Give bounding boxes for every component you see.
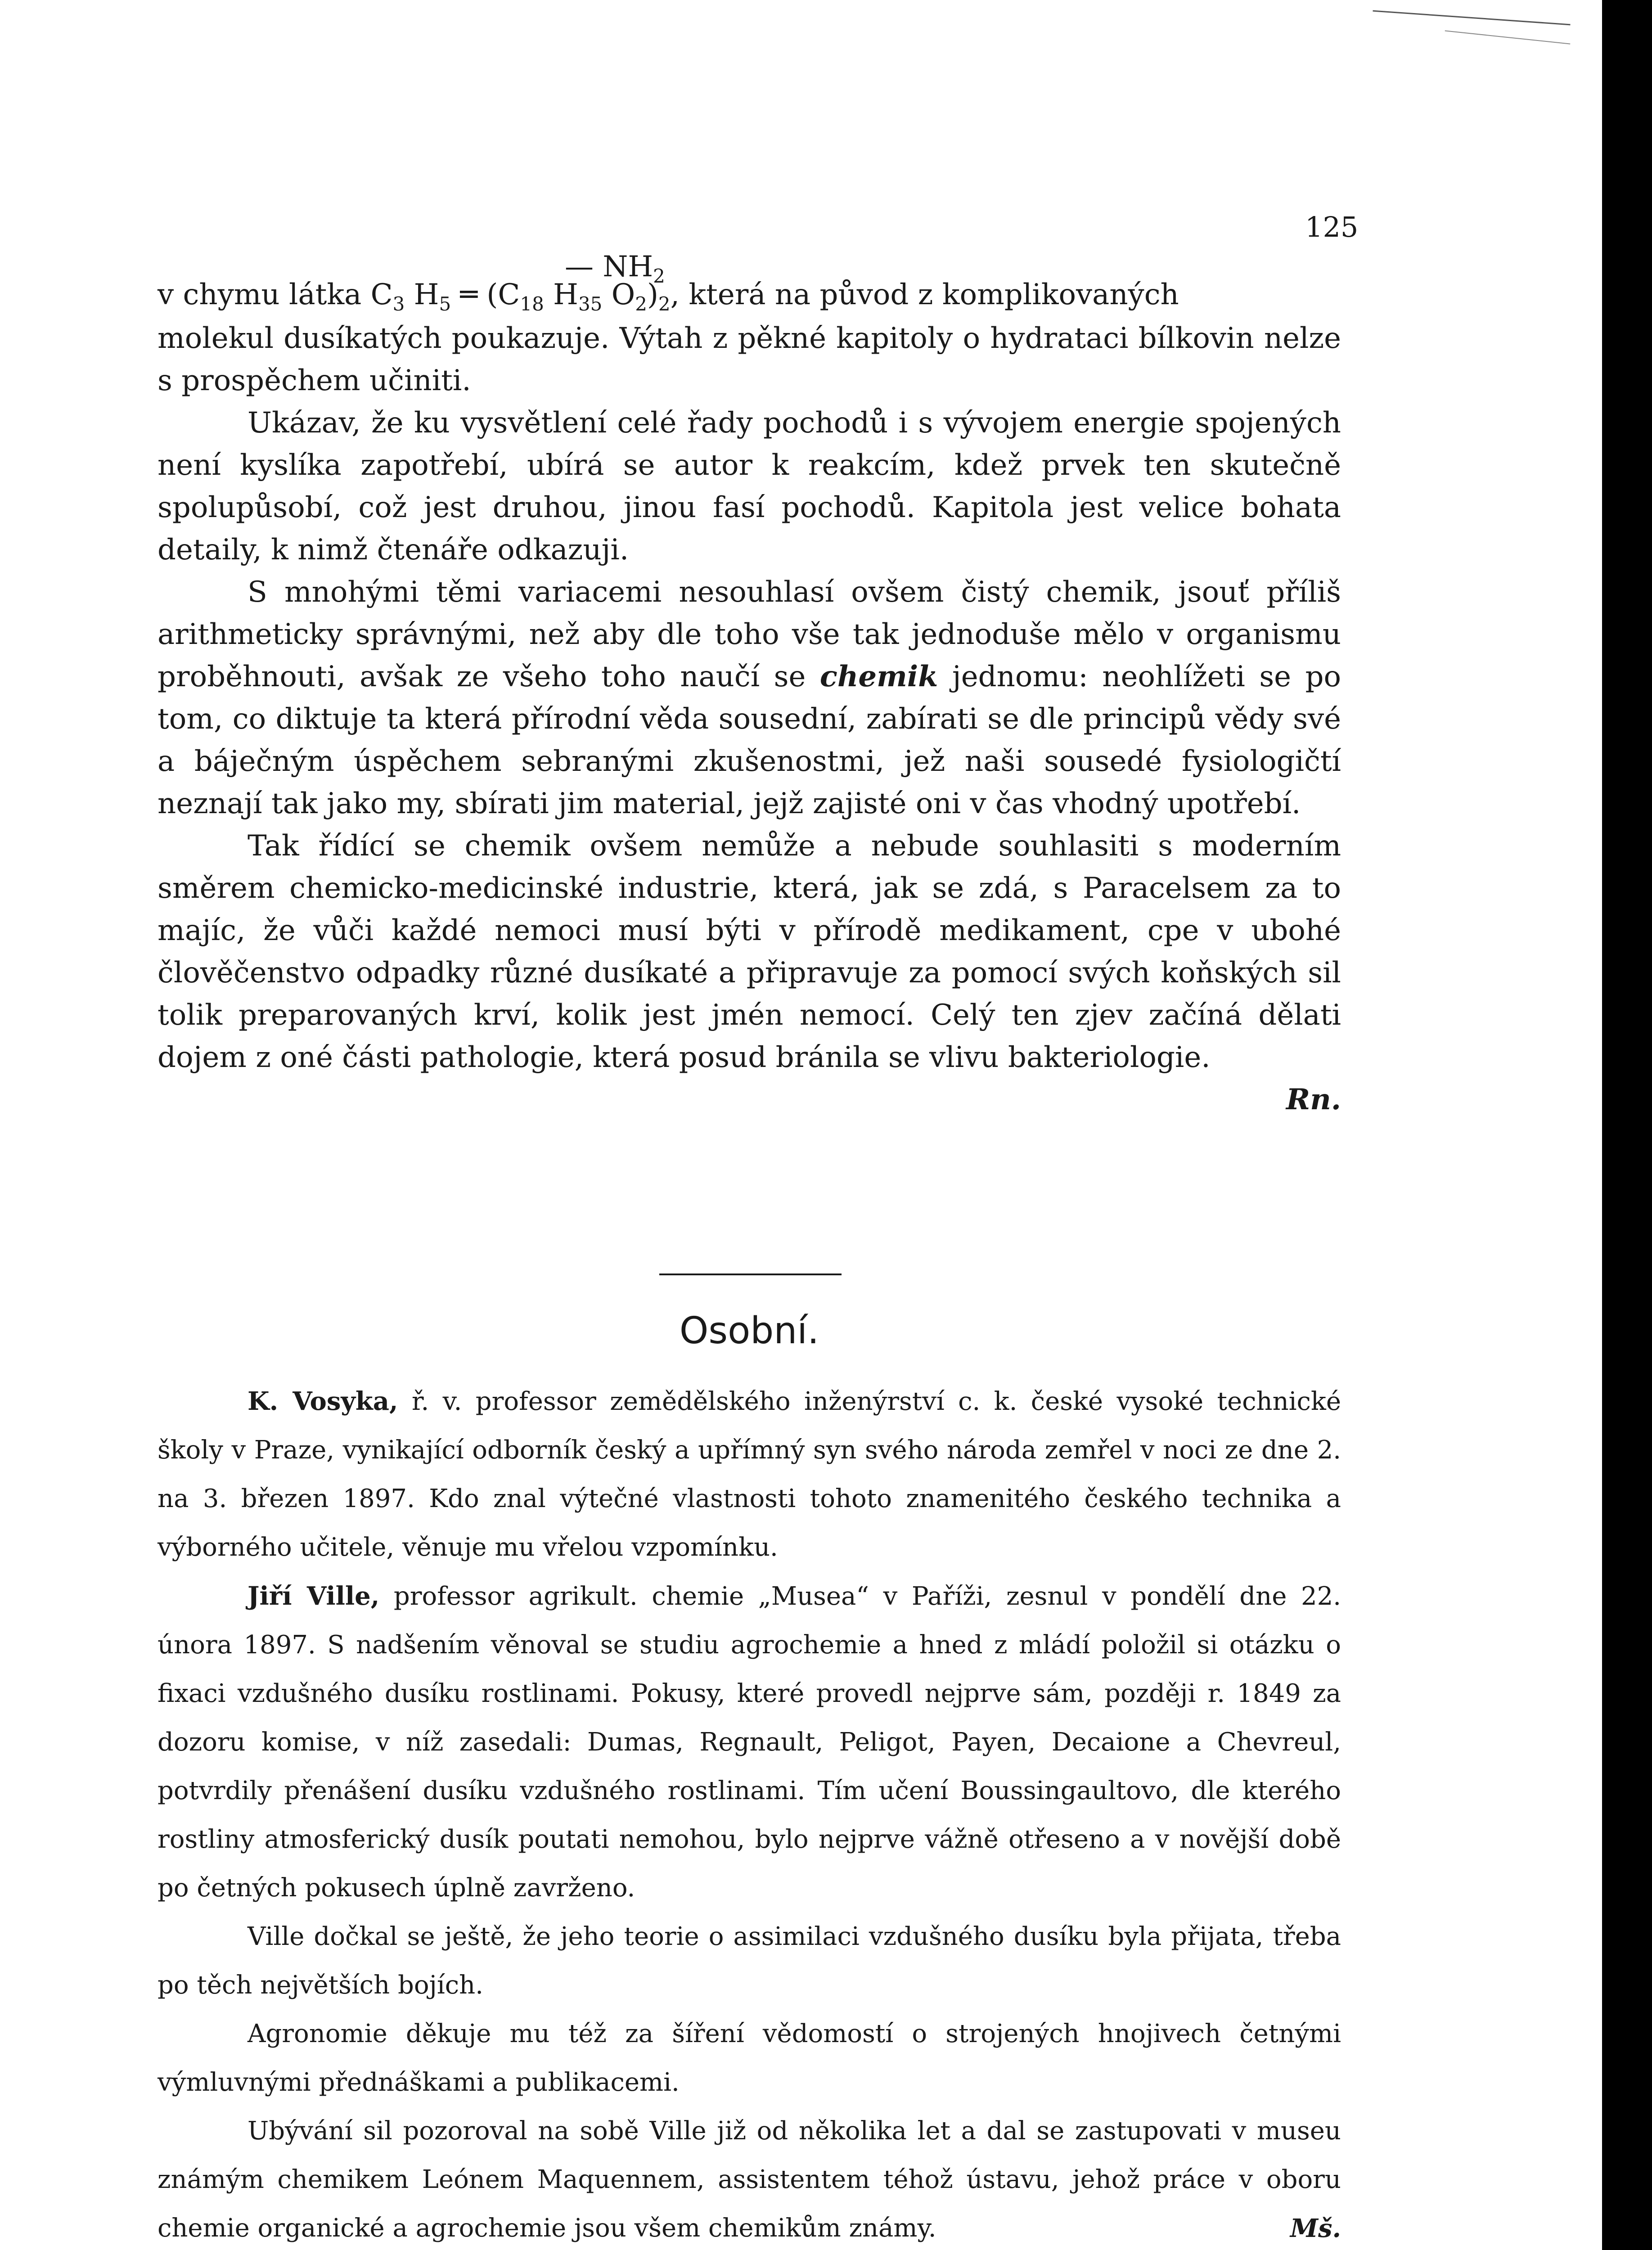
scan-edge: [1602, 0, 1652, 2250]
paragraph: Ville dočkal se ještě, že jeho teorie o assimilaci vzdušného dusíku byla přijata, třeba po těch největších bojích.: [158, 1922, 1341, 2000]
signature: Mš.: [1290, 2214, 1341, 2243]
paragraph: Ubývání sil pozoroval na sobě Ville již od několika let a dal se zastupovati v museu známým chemikem Leónem Maquennem, assistentem téhož ústavu, jehož práce v oboru chemie organické a agrochemie jsou všem chemikům známy. Mš.: [158, 2107, 1341, 2250]
personal-news: [158, 1377, 1341, 2250]
formula-tail: , která na původ z komplikovaných: [670, 278, 1179, 311]
paragraph: S mnohými těmi variacemi nesouhlasí ovšem čistý chemik, jsouť příliš arithmeticky správnými, než aby dle toho vše tak jednoduše mělo v organismu proběhnouti, avšak ze všeho toho naučí se chemik jednomu: neohlížeti se po tom, co diktuje ta která přírodní věda sousední, zabírati se dle principů vědy své a báječným úspěchem sebranými zkušenostmi, jež naši sousedé fysiologičtí neznají tak jako my, sbírati jim material, jejž zajisté oni v čas vhodný upotřebí.: [158, 576, 1341, 820]
formula-line: [158, 250, 1341, 317]
paragraph: Ukázav, že ku vysvětlení celé řady pochodů i s vývojem energie spojených není kyslíka zapotřebí, ubírá se autor k reakcím, kdež prvek ten skutečně spolupůsobí, což jest druhou, jinou fasí pochodů. Kapitola jest velice bohata detaily, k nimž čtenáře odkazuji.: [158, 406, 1341, 567]
formula-nh2: — $NH_2$: [565, 250, 665, 287]
formula-lead: v chymu látka: [158, 278, 371, 311]
person-name: K. Vosyka,: [248, 1386, 398, 1416]
review-text: [158, 250, 1341, 1121]
scan-artifact-line: [1373, 10, 1570, 26]
paragraph: Jiří Ville, professor agrikult. chemie „Musea“ v Paříži, zesnul v pondělí dne 22. února 1897. S nadšením věnoval se studiu agrochemie a hned z mládí položil si otázku o fixaci vzdušného dusíku rostlinami. Pokusy, které provedl nejprve sám, později r. 1849 za dozoru komise, v níž zasedali: Dumas, Regnault, Peligot, Payen, Decaione a Chevreul, potvrdily přenášení dusíku vzdušného rostlinami. Tím učení Boussingaultovo, dle kterého rostliny atmosferický dusík poutati nemohou, bylo nejprve vážně otřeseno a v novější době po četných pokusech úplně zavrženo.: [158, 1581, 1341, 1903]
section-heading: Osobní.: [679, 1310, 819, 1352]
person-name: Jiří Ville,: [248, 1581, 380, 1611]
paragraph: Tak řídící se chemik ovšem nemůže a nebude souhlasiti s moderním směrem chemicko-medicinské industrie, která, jak se zdá, s Paracelsem za to majíc, že vůči každé nemoci musí býti v přírodě medikament, cpe v ubohé člověčenstvo odpadky různé dusíkaté a připravuje za pomocí svých koňských sil tolik preparovaných krví, kolik jest jmén nemocí. Celý ten zjev začíná dělati dojem z oné části pathologie, která posud bránila se vlivu bakteriologie. Rn.: [158, 825, 1341, 1079]
emphasis: chemik: [819, 660, 938, 693]
section-divider: [659, 1274, 842, 1275]
signature: Rn.: [1286, 1083, 1341, 1116]
scan-artifact-line: [1445, 30, 1571, 44]
page-number: 125: [1305, 211, 1359, 243]
paragraph: K. Vosyka, ř. v. professor zemědělského inženýrství c. k. české vysoké technické školy v Praze, vynikající odborník český a upřímný syn svého národa zemřel v noci ze dne 2. na 3. březen 1897. Kdo znal výtečné vlastnosti tohoto znamenitého českého technika a výborného učitele, věnuje mu vřelou vzpomínku.: [158, 1386, 1341, 1562]
chemical-formula: $C_3$ $H_5$ ═ ($C_{18}$ $H_{35}$ $O_2)_2$: [370, 278, 671, 315]
paragraph: Agronomie děkuje mu též za šíření vědomostí o strojených hnojivech četnými výmluvnými přednáškami a publikacemi.: [158, 2019, 1341, 2097]
paragraph: molekul dusíkatých poukazuje. Výtah z pěkné kapitoly o hydrataci bílkovin nelze s prospěchem učiniti.: [158, 322, 1341, 397]
